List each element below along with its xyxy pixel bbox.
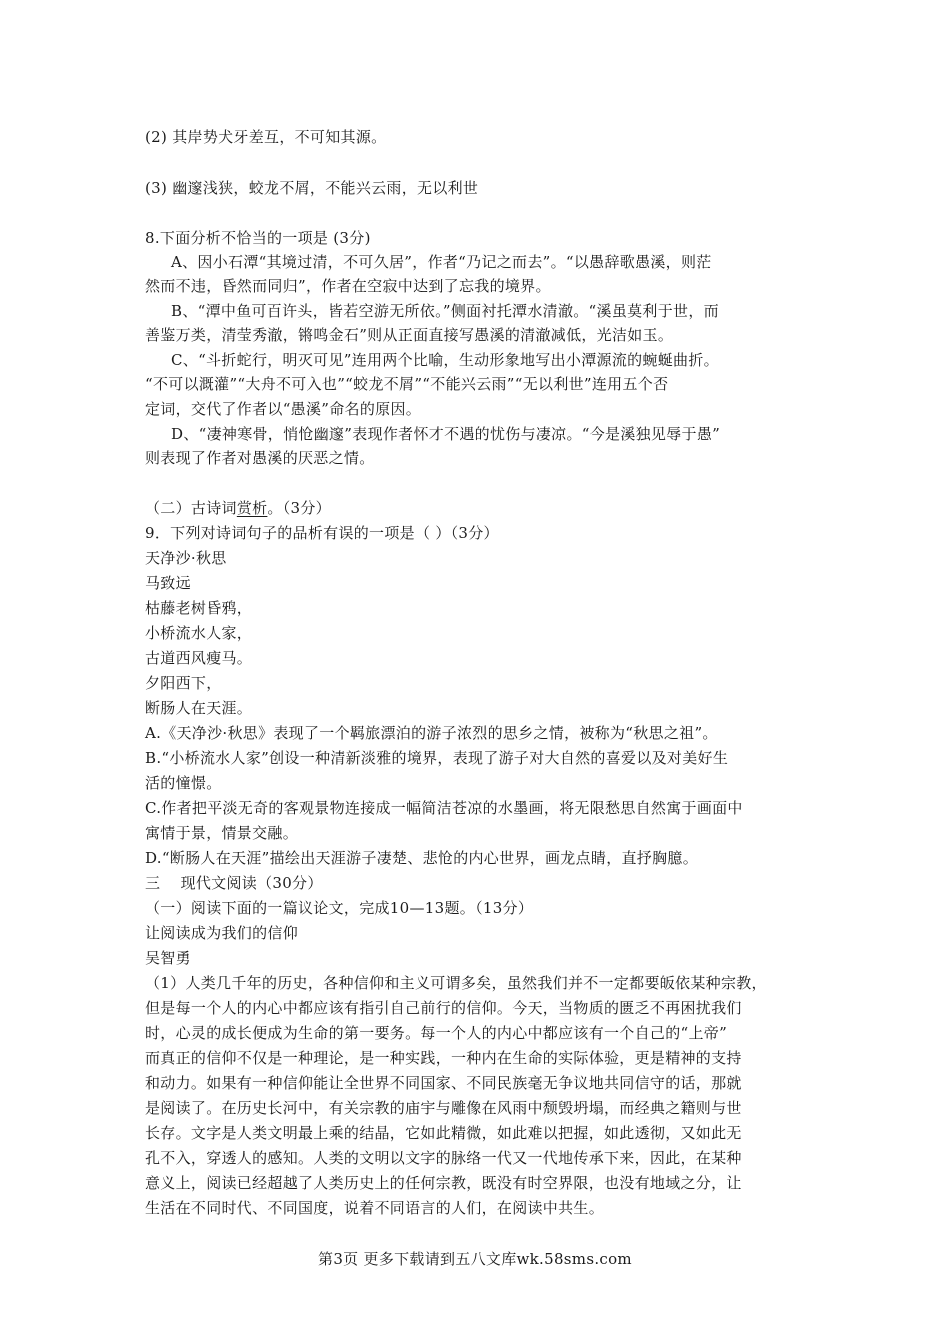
q8-option-b-line-1: B、“潭中鱼可百许头，皆若空游无所依。”侧面衬托潭水清澈。“溪虽莫利于世，而 [171,302,719,320]
q9-option-c-line-1: C.作者把平淡无奇的客观景物连接成一幅简洁苍凉的水墨画，将无限愁思自然寓于画面中 [145,799,743,817]
poem-title: 天净沙·秋思 [145,549,227,567]
q8-option-c-line-3: 定词，交代了作者以“愚溪”命名的原因。 [145,400,422,418]
paragraph-1-line: 长存。文字是人类文明最上乘的结晶，它如此精微，如此难以把握，如此透彻，又如此无 [145,1124,742,1142]
paragraph-1-line: 但是每一个人的内心中都应该有指引自己前行的信仰。今天，当物质的匮乏不再困扰我们 [145,999,742,1017]
poem-line: 小桥流水人家， [145,624,253,642]
article-author: 吴智勇 [145,949,191,967]
poem-line: 断肠人在天涯。 [145,699,253,717]
poem-line: 夕阳西下， [145,674,222,692]
q8-option-d-line-1: D、“凄神寒骨，悄怆幽邃”表现作者怀才不遇的忧伤与凄凉。“今是溪独见辱于愚” [171,425,721,443]
q8-option-b-line-2: 善鉴万类，清莹秀澈，锵鸣金石”则从正面直接写愚溪的清澈减低，光洁如玉。 [145,326,674,344]
q9-option-d: D.“断肠人在天涯”描绘出天涯游子凄楚、悲怆的内心世界，画龙点睛，直抒胸臆。 [145,849,698,867]
q9-option-b-line-1: B.“小桥流水人家”创设一种清新淡雅的境界，表现了游子对大自然的喜爱以及对美好生 [145,749,729,767]
q8-stem: 8.下面分析不恰当的一项是 (3分) [145,229,371,247]
q9-option-a: A.《天净沙·秋思》表现了一个羁旅漂泊的游子浓烈的思乡之情，被称为“秋思之祖”。 [145,724,718,742]
paragraph-1-line: 时，心灵的成长便成为生命的第一要务。每一个人的内心中都应该有一个自己的“上帝” [145,1024,728,1042]
underlined-word: 赏析 [236,499,268,517]
q9-option-c-line-2: 寓情于景，情景交融。 [145,824,299,842]
section-3-heading: 三 现代文阅读（30分） [145,874,323,892]
paragraph-1-line: 而真正的信仰不仅是一种理论，是一种实践，一种内在生命的实际体验，更是精神的支持 [145,1049,742,1067]
section-3-sub-heading: （一）阅读下面的一篇议论文，完成10—13题。（13分） [145,899,534,917]
q8-option-a-line-1: A、因小石潭“其境过清，不可久居”，作者“乃记之而去”。“以愚辞歌愚溪，则茫 [171,253,712,271]
paragraph-1-line: 和动力。如果有一种信仰能让全世界不同国家、不同民族毫无争议地共同信守的话，那就 [145,1074,742,1092]
q8-option-c-line-2: “不可以溉灌”“大舟不可入也”“蛟龙不屑”“不能兴云雨”“无以利世”连用五个否 [145,375,669,393]
section-2-heading: （二）古诗词赏析。（3分） [145,499,331,517]
paragraph-1-line: 是阅读了。在历史长河中，有关宗教的庙宇与雕像在风雨中颓毁坍塌，而经典之籍则与世 [145,1099,742,1117]
q8-option-c-line-1: C、“斗折蛇行，明灭可见”连用两个比喻，生动形象地写出小潭源流的蜿蜒曲折。 [171,351,719,369]
q8-option-a-line-2: 然而不违，昏然而同归”，作者在空寂中达到了忘我的境界。 [145,277,551,295]
paragraph-1-line: 孔不入，穿透人的感知。人类的文明以文字的脉络一代又一代地传承下来，因此，在某种 [145,1149,742,1167]
q9-stem: 9．下列对诗词句子的品析有误的一项是（ ）（3分） [145,524,499,542]
paragraph-1-line: 意义上，阅读已经超越了人类历史上的任何宗教，既没有时空界限，也没有地域之分，让 [145,1174,742,1192]
page-footer: 第3页 更多下载请到五八文库wk.58sms.com [318,1250,632,1268]
poem-line: 枯藤老树昏鸦， [145,599,253,617]
q8-option-d-line-2: 则表现了作者对愚溪的厌恶之情。 [145,449,375,467]
paragraph-1-line: （1）人类几千年的历史，各种信仰和主义可谓多矣，虽然我们并不一定都要皈依某种宗教， [145,974,767,992]
q7-item-2: (2) 其岸势犬牙差互，不可知其源。 [145,128,387,146]
paragraph-1-line: 生活在不同时代、不同国度，说着不同语言的人们，在阅读中共生。 [145,1199,605,1217]
article-title: 让阅读成为我们的信仰 [145,924,299,942]
q9-option-b-line-2: 活的憧憬。 [145,774,222,792]
poem-author: 马致远 [145,574,191,592]
poem-line: 古道西风瘦马。 [145,649,253,667]
q7-item-3: (3) 幽邃浅狭，蛟龙不屑，不能兴云雨，无以利世 [145,179,479,197]
